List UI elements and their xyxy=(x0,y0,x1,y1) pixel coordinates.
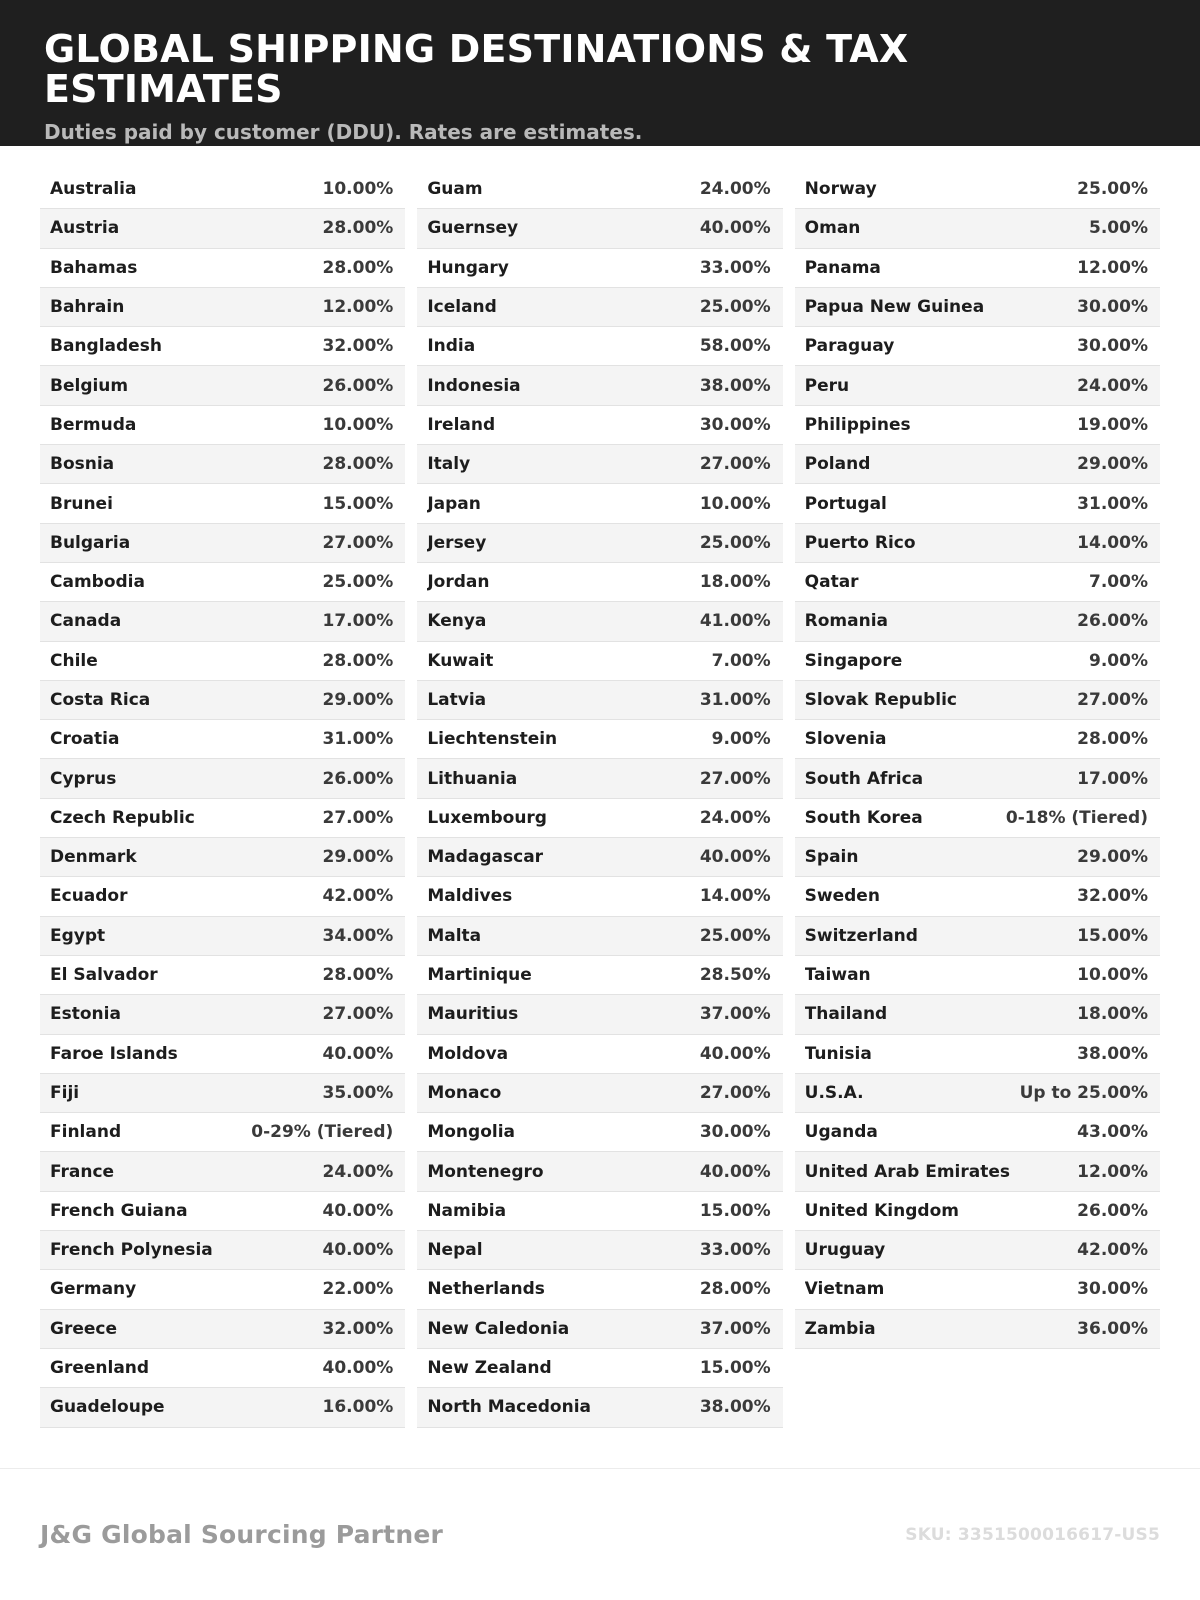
table-row xyxy=(795,759,1160,798)
tax-rate-value: 27.00% xyxy=(322,532,394,553)
tax-rate-value: 37.00% xyxy=(699,1318,771,1339)
country-name: Ireland xyxy=(427,414,496,435)
country-name: Oman xyxy=(804,218,861,239)
tax-rate-value: 15.00% xyxy=(322,493,394,514)
country-name: Guadeloupe xyxy=(50,1397,165,1418)
table-row xyxy=(795,1192,1160,1231)
tax-rate-value: 33.00% xyxy=(699,257,771,278)
tax-rate-value: 33.00% xyxy=(699,1240,771,1261)
country-name: Bosnia xyxy=(50,454,115,475)
country-name: Zambia xyxy=(804,1318,876,1339)
country-name: French Guiana xyxy=(50,1200,188,1221)
rates-column xyxy=(417,170,782,1428)
country-name: Faroe Islands xyxy=(50,1043,178,1064)
tax-rate-value: 28.00% xyxy=(322,257,394,278)
tax-rate-value: 10.00% xyxy=(322,414,394,435)
country-name: Bulgaria xyxy=(50,532,131,553)
country-name: Austria xyxy=(50,218,120,239)
table-row xyxy=(40,366,405,405)
tax-rate-value: 40.00% xyxy=(699,1161,771,1182)
table-row xyxy=(40,642,405,681)
tax-rate-value: 27.00% xyxy=(322,1004,394,1025)
country-name: Kuwait xyxy=(427,650,494,671)
country-name: Peru xyxy=(804,375,850,396)
tax-rate-value: 16.00% xyxy=(322,1397,394,1418)
page-subtitle: Duties paid by customer (DDU). Rates are estimates. xyxy=(44,119,643,144)
table-row xyxy=(40,995,405,1034)
table-row xyxy=(417,1152,782,1191)
tax-rate-value: 40.00% xyxy=(322,1043,394,1064)
table-row xyxy=(40,602,405,641)
tax-rate-value: 29.00% xyxy=(1077,454,1148,475)
country-name: Maldives xyxy=(427,886,513,907)
country-name: South Korea xyxy=(804,807,923,828)
table-row xyxy=(795,799,1160,838)
tax-rate-value: 10.00% xyxy=(699,493,771,514)
tax-rate-value: 12.00% xyxy=(1077,1161,1148,1182)
table-row xyxy=(795,1152,1160,1191)
table-row xyxy=(417,288,782,327)
table-row xyxy=(417,1388,782,1427)
table-row xyxy=(40,524,405,563)
table-row xyxy=(40,799,405,838)
table-row xyxy=(40,956,405,995)
country-name: Slovak Republic xyxy=(804,690,957,710)
country-name: Vietnam xyxy=(804,1279,885,1300)
tax-rate-value: 40.00% xyxy=(322,1358,394,1379)
table-row xyxy=(40,1152,405,1191)
table-row xyxy=(417,1113,782,1152)
table-row xyxy=(795,406,1160,445)
country-name: El Salvador xyxy=(50,965,158,986)
table-row xyxy=(417,1270,782,1309)
tax-rate-value: 17.00% xyxy=(1077,768,1148,789)
table-row xyxy=(417,956,782,995)
country-name: Paraguay xyxy=(804,336,895,357)
country-name: Malta xyxy=(427,925,482,946)
country-name: Papua New Guinea xyxy=(804,297,985,318)
country-name: United Kingdom xyxy=(804,1200,959,1221)
table-row xyxy=(40,681,405,720)
table-row xyxy=(417,799,782,838)
country-name: Namibia xyxy=(427,1200,507,1221)
tax-rate-value: 42.00% xyxy=(322,886,394,907)
table-row xyxy=(417,877,782,916)
country-name: Bahamas xyxy=(50,257,138,278)
country-name: Ecuador xyxy=(50,886,128,907)
table-row xyxy=(40,288,405,327)
country-name: French Polynesia xyxy=(50,1240,213,1261)
country-name: New Caledonia xyxy=(427,1318,570,1339)
table-row xyxy=(417,366,782,405)
country-name: Nepal xyxy=(427,1240,483,1261)
table-row xyxy=(40,1035,405,1074)
country-name: Kenya xyxy=(427,611,487,632)
tax-rate-value: 43.00% xyxy=(1077,1122,1148,1143)
country-name: Croatia xyxy=(50,729,120,750)
country-name: Germany xyxy=(50,1279,137,1300)
country-name: Puerto Rico xyxy=(804,532,916,553)
tax-rate-value: 38.00% xyxy=(699,1397,771,1418)
country-name: Taiwan xyxy=(804,965,871,986)
country-name: Belgium xyxy=(50,375,129,396)
tax-rate-value: 27.00% xyxy=(322,807,394,828)
tax-rate-value: 26.00% xyxy=(322,375,394,396)
table-row xyxy=(795,1270,1160,1309)
tax-rate-value: 29.00% xyxy=(322,847,394,868)
tax-rate-value: 28.00% xyxy=(322,965,394,986)
country-name: Spain xyxy=(804,847,859,868)
country-name: Tunisia xyxy=(804,1043,872,1064)
table-row xyxy=(40,249,405,288)
table-row xyxy=(417,249,782,288)
country-name: Indonesia xyxy=(427,375,521,396)
tax-rate-value: 28.00% xyxy=(699,1279,771,1300)
tax-rate-value: 30.00% xyxy=(699,414,771,435)
country-name: Bahrain xyxy=(50,297,125,318)
tax-rate-value: 31.00% xyxy=(699,690,771,710)
table-row xyxy=(40,1074,405,1113)
country-name: Japan xyxy=(427,493,481,514)
tax-rate-value: 0-18% (Tiered) xyxy=(1005,807,1148,828)
tax-rate-value: 42.00% xyxy=(1077,1240,1148,1261)
country-name: Iceland xyxy=(427,297,497,318)
country-name: New Zealand xyxy=(427,1358,552,1379)
table-row xyxy=(417,406,782,445)
table-row xyxy=(795,1035,1160,1074)
table-row xyxy=(40,838,405,877)
tax-rate-value: 27.00% xyxy=(699,1082,771,1103)
tax-rate-value: 34.00% xyxy=(322,925,394,946)
country-name: Uruguay xyxy=(804,1240,886,1261)
country-name: India xyxy=(427,336,476,357)
tax-rate-value: 28.00% xyxy=(322,650,394,671)
table-row xyxy=(795,524,1160,563)
table-row xyxy=(417,642,782,681)
country-name: South Africa xyxy=(804,768,924,789)
table-row xyxy=(40,917,405,956)
country-name: Brunei xyxy=(50,493,113,514)
tax-rate-value: 18.00% xyxy=(1077,1004,1148,1025)
table-row xyxy=(795,1231,1160,1270)
rates-column xyxy=(40,170,405,1428)
country-name: Lithuania xyxy=(427,768,518,789)
tax-rate-value: 24.00% xyxy=(1077,375,1148,396)
tax-rate-value: 30.00% xyxy=(699,1122,771,1143)
tax-rate-value: 19.00% xyxy=(1077,414,1148,435)
country-name: Philippines xyxy=(804,414,911,435)
country-name: Moldova xyxy=(427,1043,509,1064)
table-row xyxy=(795,720,1160,759)
table-row xyxy=(417,995,782,1034)
rates-columns xyxy=(40,170,1160,1428)
tax-rate-value: 32.00% xyxy=(322,336,394,357)
table-row xyxy=(417,563,782,602)
tax-rate-value: 12.00% xyxy=(322,297,394,318)
country-name: Costa Rica xyxy=(50,690,151,710)
country-name: Montenegro xyxy=(427,1161,544,1182)
table-row xyxy=(417,602,782,641)
table-row xyxy=(417,1231,782,1270)
table-row xyxy=(417,1074,782,1113)
tax-rate-value: 5.00% xyxy=(1089,218,1148,239)
table-row xyxy=(795,563,1160,602)
tax-rate-value: 26.00% xyxy=(1077,611,1148,632)
tax-rate-value: 22.00% xyxy=(322,1279,394,1300)
country-name: Greenland xyxy=(50,1358,150,1379)
table-row xyxy=(795,602,1160,641)
tax-rate-value: 24.00% xyxy=(699,179,771,200)
table-row xyxy=(40,877,405,916)
country-name: Madagascar xyxy=(427,847,544,868)
country-name: France xyxy=(50,1161,115,1182)
tax-rate-value: 27.00% xyxy=(1077,690,1148,710)
country-name: Singapore xyxy=(804,650,903,671)
tax-rate-value: 24.00% xyxy=(322,1161,394,1182)
tax-rate-value: 29.00% xyxy=(322,690,394,710)
tax-rate-value: 40.00% xyxy=(322,1240,394,1261)
table-row xyxy=(795,249,1160,288)
table-row xyxy=(795,995,1160,1034)
table-row xyxy=(417,445,782,484)
tax-rate-value: 15.00% xyxy=(1077,925,1148,946)
country-name: Sweden xyxy=(804,886,880,907)
tax-rate-value: 27.00% xyxy=(699,454,771,475)
table-row xyxy=(40,1113,405,1152)
table-row xyxy=(795,327,1160,366)
tax-rate-value: 29.00% xyxy=(1077,847,1148,868)
table-row xyxy=(795,484,1160,523)
table-row xyxy=(795,877,1160,916)
country-name: Mauritius xyxy=(427,1004,519,1025)
country-name: Romania xyxy=(804,611,889,632)
sku-label: SKU: 3351500016617-US5 xyxy=(905,1524,1160,1545)
tax-rate-value: 25.00% xyxy=(699,925,771,946)
table-row xyxy=(417,209,782,248)
tax-rate-value: 30.00% xyxy=(1077,1279,1148,1300)
country-name: Poland xyxy=(804,454,871,475)
country-name: Jersey xyxy=(427,532,487,553)
country-name: Bermuda xyxy=(50,414,137,435)
table-row xyxy=(40,1310,405,1349)
country-name: Liechtenstein xyxy=(427,729,558,750)
tax-rate-value: 10.00% xyxy=(322,179,394,200)
country-name: Luxembourg xyxy=(427,807,547,828)
table-row xyxy=(40,1231,405,1270)
table-row xyxy=(417,838,782,877)
country-name: Fiji xyxy=(50,1082,80,1103)
tax-rate-value: 27.00% xyxy=(699,768,771,789)
country-name: Mongolia xyxy=(427,1122,516,1143)
table-row xyxy=(40,1270,405,1309)
tax-rate-value: 30.00% xyxy=(1077,336,1148,357)
country-name: Uganda xyxy=(804,1122,878,1143)
tax-rate-value: 9.00% xyxy=(1089,650,1148,671)
country-name: Australia xyxy=(50,179,137,200)
country-name: Netherlands xyxy=(427,1279,545,1300)
table-row xyxy=(795,288,1160,327)
tax-rate-value: 28.00% xyxy=(322,218,394,239)
tax-rate-value: 40.00% xyxy=(699,847,771,868)
country-name: Egypt xyxy=(50,925,106,946)
table-row xyxy=(795,681,1160,720)
table-row xyxy=(40,1388,405,1427)
tax-rate-value: 38.00% xyxy=(1077,1043,1148,1064)
table-row xyxy=(417,1035,782,1074)
country-name: Martinique xyxy=(427,965,532,986)
table-row xyxy=(417,720,782,759)
country-name: Czech Republic xyxy=(50,807,195,828)
table-row xyxy=(417,524,782,563)
tax-rate-value: 26.00% xyxy=(1077,1200,1148,1221)
country-name: Finland xyxy=(50,1122,122,1143)
tax-rate-value: 31.00% xyxy=(322,729,394,750)
table-row xyxy=(40,720,405,759)
table-row xyxy=(795,209,1160,248)
country-name: Thailand xyxy=(804,1004,888,1025)
table-row xyxy=(795,366,1160,405)
country-name: Guam xyxy=(427,179,483,200)
table-row xyxy=(40,170,405,209)
country-name: Cambodia xyxy=(50,572,145,593)
tax-rate-value: 17.00% xyxy=(322,611,394,632)
tax-rate-value: 28.00% xyxy=(1077,729,1148,750)
country-name: Italy xyxy=(427,454,471,475)
table-row xyxy=(40,1192,405,1231)
tax-rate-value: 41.00% xyxy=(699,611,771,632)
tax-rate-value: 15.00% xyxy=(699,1200,771,1221)
table-row xyxy=(40,759,405,798)
tax-rate-value: 12.00% xyxy=(1077,257,1148,278)
table-row xyxy=(417,1192,782,1231)
country-name: Norway xyxy=(804,179,877,200)
table-row xyxy=(40,327,405,366)
page-header xyxy=(0,0,1200,146)
country-name: Canada xyxy=(50,611,122,632)
tax-rate-value: 40.00% xyxy=(699,1043,771,1064)
table-row xyxy=(417,1349,782,1388)
tax-rate-value: 10.00% xyxy=(1077,965,1148,986)
tax-rate-value: 14.00% xyxy=(1077,532,1148,553)
rates-column xyxy=(795,170,1160,1349)
country-name: Greece xyxy=(50,1318,118,1339)
table-row xyxy=(417,759,782,798)
table-row xyxy=(417,681,782,720)
country-name: Jordan xyxy=(427,572,490,593)
country-name: Portugal xyxy=(804,493,887,514)
tax-rate-value: 40.00% xyxy=(322,1200,394,1221)
tax-rate-value: 32.00% xyxy=(1077,886,1148,907)
tax-rate-value: 15.00% xyxy=(699,1358,771,1379)
table-row xyxy=(795,445,1160,484)
table-row xyxy=(795,170,1160,209)
tax-rate-value: 38.00% xyxy=(699,375,771,396)
country-name: U.S.A. xyxy=(804,1082,864,1103)
country-name: Monaco xyxy=(427,1082,502,1103)
brand-label: J&G Global Sourcing Partner xyxy=(40,1520,444,1549)
table-row xyxy=(795,917,1160,956)
table-row xyxy=(40,209,405,248)
tax-rate-value: 35.00% xyxy=(322,1082,394,1103)
table-row xyxy=(795,956,1160,995)
table-row xyxy=(795,838,1160,877)
tax-rate-value: 32.00% xyxy=(322,1318,394,1339)
table-row xyxy=(40,1349,405,1388)
tax-rate-value: Up to 25.00% xyxy=(1019,1082,1148,1103)
table-row xyxy=(795,642,1160,681)
table-row xyxy=(40,563,405,602)
tax-rate-value: 0-29% (Tiered) xyxy=(251,1122,394,1143)
table-row xyxy=(795,1310,1160,1349)
tax-rate-value: 36.00% xyxy=(1077,1318,1148,1339)
tax-rate-value: 40.00% xyxy=(699,218,771,239)
country-name: Cyprus xyxy=(50,768,117,789)
tax-rate-value: 25.00% xyxy=(699,532,771,553)
country-name: Chile xyxy=(50,650,98,671)
country-name: Panama xyxy=(804,257,881,278)
country-name: Denmark xyxy=(50,847,137,868)
table-row xyxy=(417,327,782,366)
tax-rate-value: 28.50% xyxy=(699,965,771,986)
rates-content xyxy=(0,146,1200,1468)
tax-rate-value: 9.00% xyxy=(711,729,771,750)
country-name: Slovenia xyxy=(804,729,887,750)
tax-rate-value: 37.00% xyxy=(699,1004,771,1025)
table-row xyxy=(795,1113,1160,1152)
country-name: Guernsey xyxy=(427,218,519,239)
tax-rate-value: 14.00% xyxy=(699,886,771,907)
tax-rate-value: 25.00% xyxy=(1077,179,1148,200)
tax-rate-value: 7.00% xyxy=(1089,572,1148,593)
tax-rate-value: 7.00% xyxy=(711,650,771,671)
country-name: Switzerland xyxy=(804,925,918,946)
country-name: Bangladesh xyxy=(50,336,162,357)
tax-rate-value: 30.00% xyxy=(1077,297,1148,318)
table-row xyxy=(417,1310,782,1349)
table-row xyxy=(40,445,405,484)
country-name: Hungary xyxy=(427,257,509,278)
table-row xyxy=(40,406,405,445)
country-name: Qatar xyxy=(804,572,859,593)
table-row xyxy=(417,170,782,209)
tax-rate-value: 18.00% xyxy=(699,572,771,593)
country-name: Estonia xyxy=(50,1004,121,1025)
tax-rate-value: 25.00% xyxy=(699,297,771,318)
table-row xyxy=(40,484,405,523)
tax-rate-value: 26.00% xyxy=(322,768,394,789)
table-row xyxy=(795,1074,1160,1113)
country-name: North Macedonia xyxy=(427,1397,592,1418)
tax-rate-value: 31.00% xyxy=(1077,493,1148,514)
country-name: Latvia xyxy=(427,690,487,710)
tax-rate-value: 25.00% xyxy=(322,572,394,593)
page-footer xyxy=(0,1468,1200,1600)
table-row xyxy=(417,917,782,956)
page-title: GLOBAL SHIPPING DESTINATIONS & TAX ESTIMATES xyxy=(44,27,909,111)
table-row xyxy=(417,484,782,523)
tax-rate-value: 24.00% xyxy=(699,807,771,828)
tax-rate-value: 28.00% xyxy=(322,454,394,475)
country-name: United Arab Emirates xyxy=(804,1161,1011,1182)
tax-rate-value: 58.00% xyxy=(699,336,771,357)
